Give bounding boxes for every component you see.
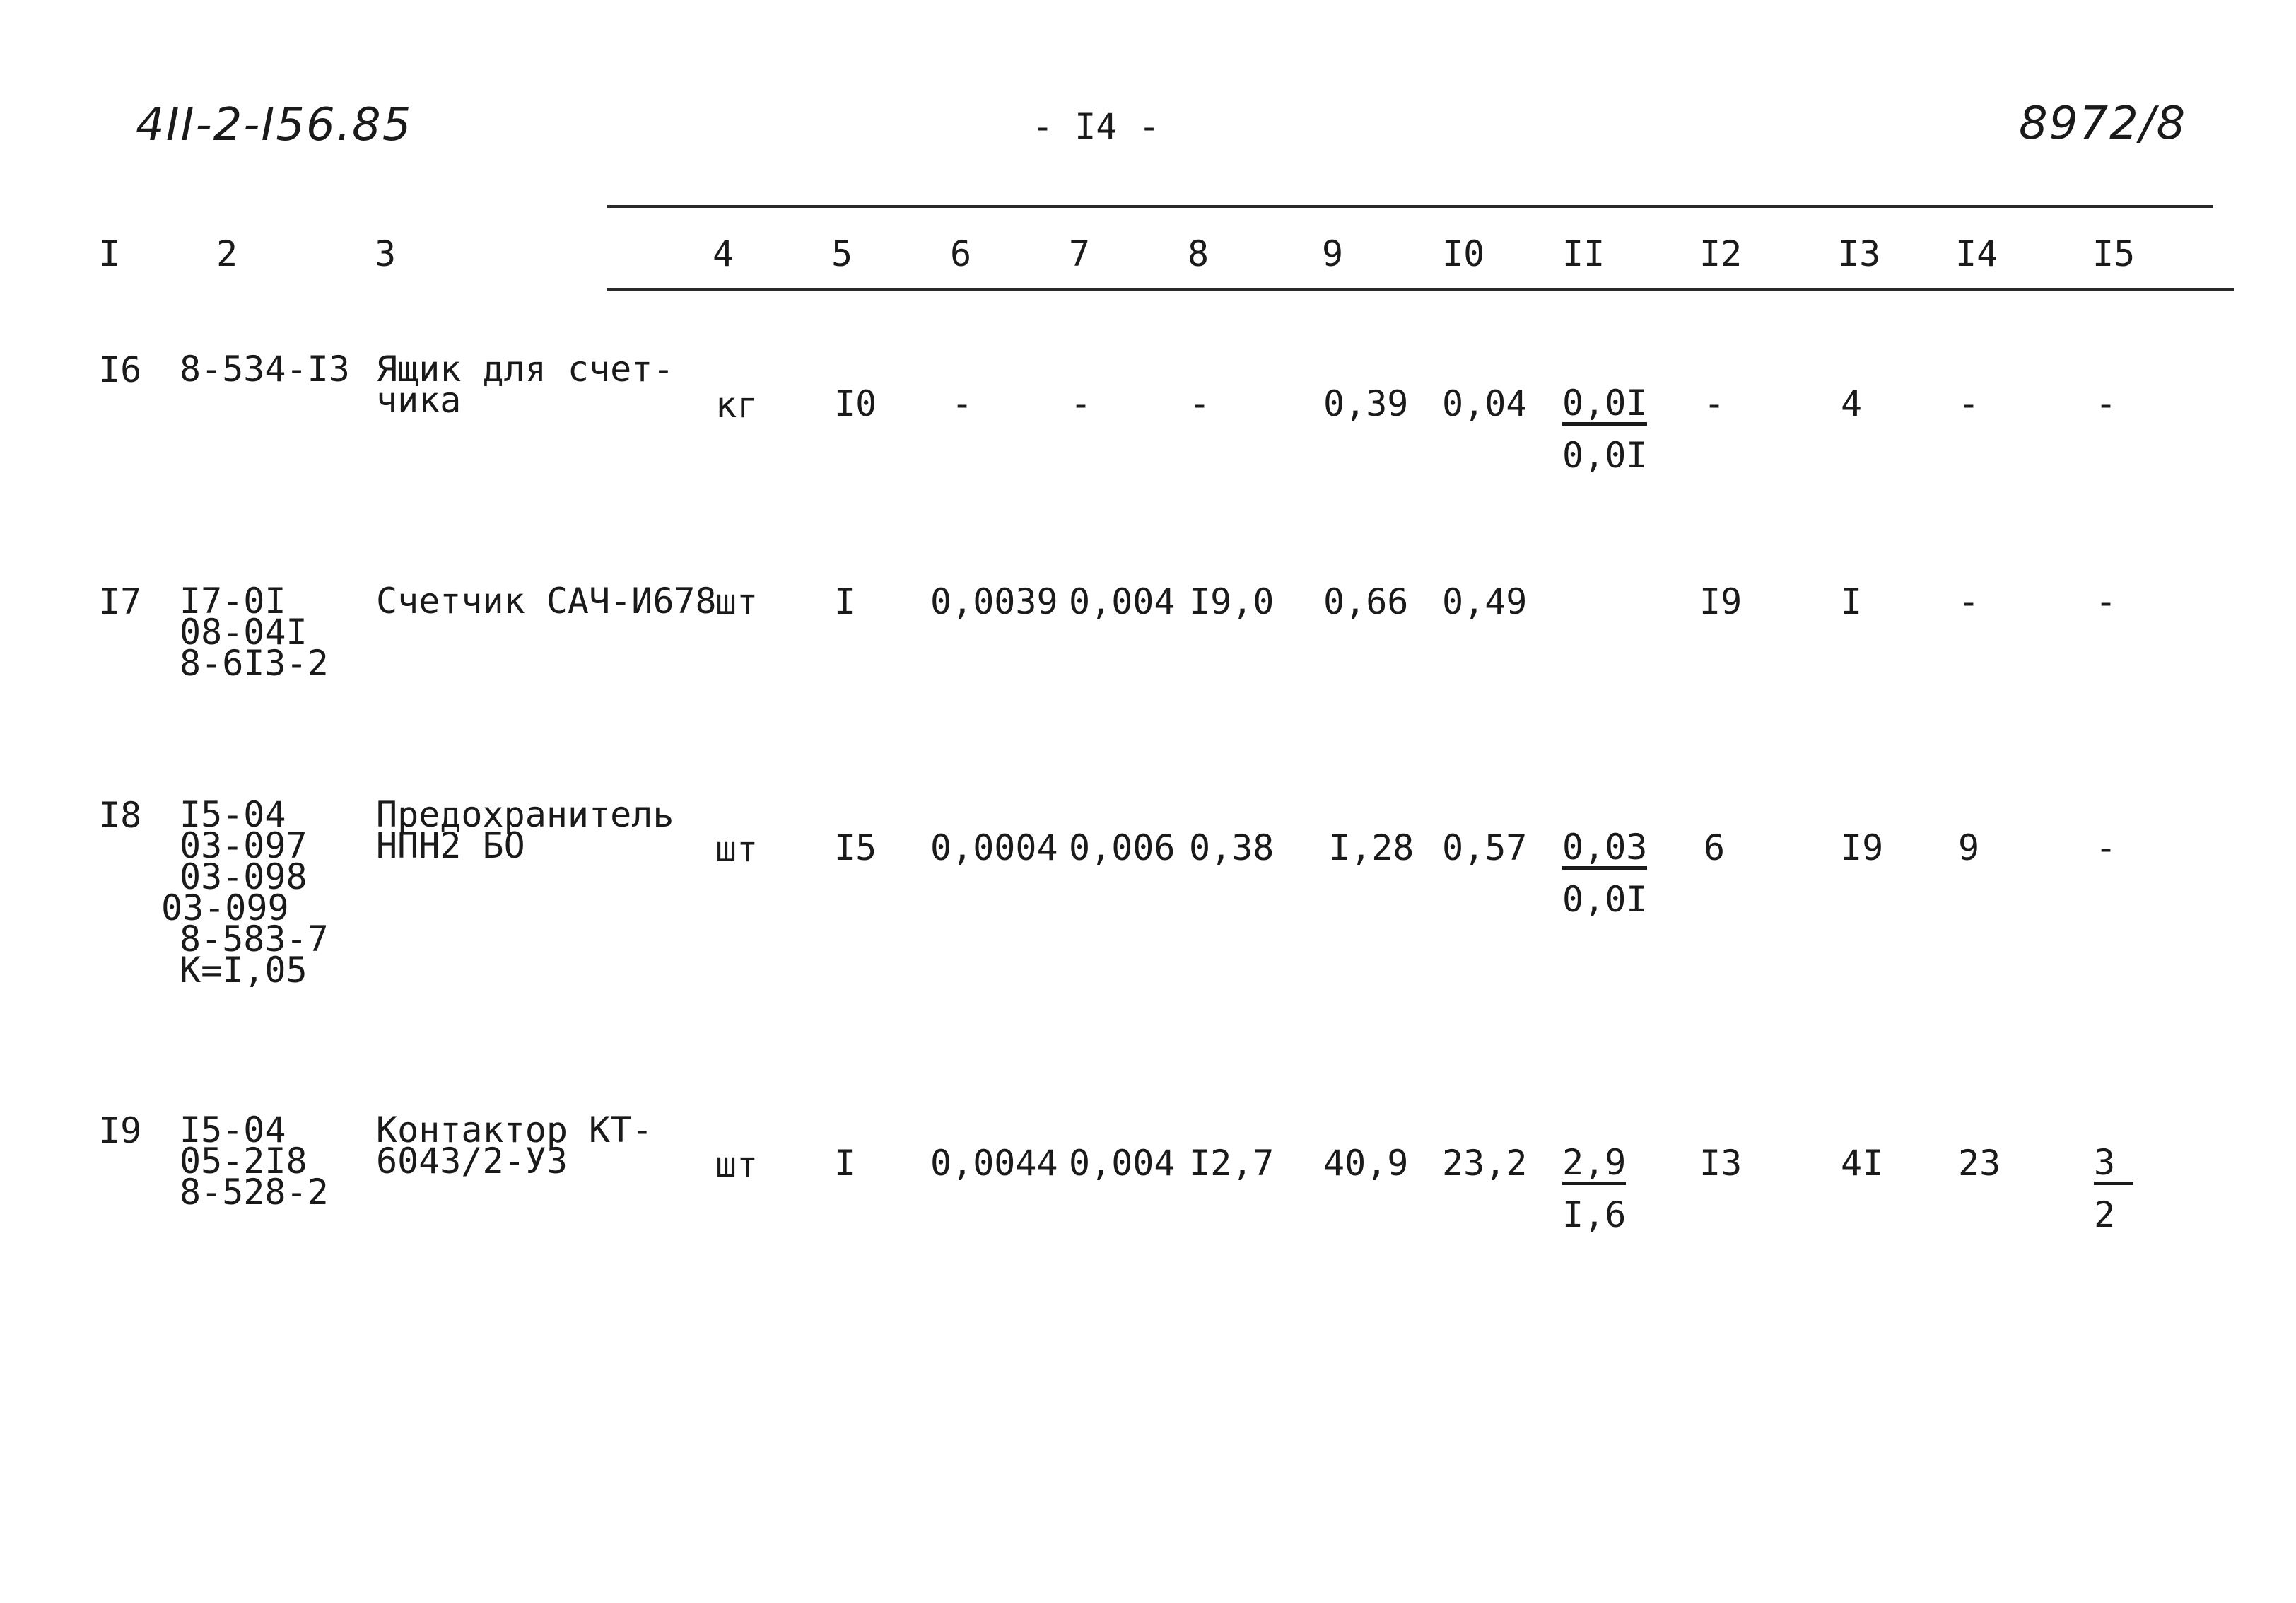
col6-value: 0,0039 [930, 581, 1058, 622]
sheet-reference: 8972/8 [2019, 98, 2187, 150]
col8-value: I2,7 [1189, 1143, 1275, 1184]
col-header-3: 3 [375, 233, 397, 274]
col15-value: - [2095, 581, 2117, 622]
item-name: Предохранитель НПН2 БО [376, 794, 674, 866]
col10-value: 23,2 [1442, 1143, 1528, 1184]
col-header-14: I4 [1955, 233, 1998, 274]
unit: кг [715, 385, 758, 426]
col12-value: - [1704, 383, 1726, 424]
document-code: 4II-2-I56.85 [136, 99, 413, 151]
col6-value: - [951, 383, 973, 424]
col10-value: 0,49 [1442, 581, 1528, 622]
col-header-11: II [1562, 233, 1605, 274]
row-number: I8 [99, 795, 142, 836]
col14-value: 9 [1958, 827, 1980, 868]
col10-value: 0,57 [1442, 827, 1528, 868]
col11-fraction: $\frac{2,9}{I,6}$ [1562, 1142, 1627, 1235]
col15-value: - [2095, 827, 2117, 868]
quantity: I5 [834, 827, 877, 868]
col13-value: I [1841, 581, 1863, 622]
col-header-15: I5 [2092, 233, 2136, 274]
item-name: Контактор КТ- 6043/2-УЗ [376, 1109, 653, 1182]
col14-value: - [1958, 581, 1980, 622]
row-number: I9 [99, 1110, 142, 1151]
col9-value: 40,9 [1323, 1143, 1409, 1184]
col7-value: - [1070, 383, 1092, 424]
col13-value: 4 [1841, 383, 1863, 424]
row-number: I7 [99, 581, 142, 622]
col-header-10: I0 [1442, 233, 1485, 274]
col7-value: 0,004 [1069, 581, 1176, 622]
col12-value: 6 [1704, 827, 1726, 868]
col14-value: 23 [1958, 1143, 2001, 1184]
price-codes: I5-04 05-2I8 8-528-2 [180, 1109, 329, 1213]
col-header-1: I [99, 233, 121, 274]
page-number: - I4 - [1032, 106, 1160, 147]
table-top-rule [607, 205, 2213, 208]
col12-value: I3 [1699, 1143, 1742, 1184]
col8-value: - [1189, 383, 1211, 424]
col12-value: I9 [1699, 581, 1742, 622]
col-header-5: 5 [831, 233, 853, 274]
col13-value: I9 [1841, 827, 1884, 868]
col11-fraction: $\frac{0,03}{0,0I}$ [1562, 827, 1648, 920]
col11-fraction: $\frac{0,0I}{0,0I}$ [1562, 383, 1648, 476]
col10-value: 0,04 [1442, 383, 1528, 424]
col7-value: 0,006 [1069, 827, 1176, 868]
row-number: I6 [99, 349, 142, 390]
col14-value: - [1958, 383, 1980, 424]
col-header-4: 4 [713, 233, 734, 274]
col6-value: 0,0004 [930, 827, 1058, 868]
col15-fraction: $\frac{3}{2}$ [2094, 1145, 2133, 1235]
quantity: I0 [834, 383, 877, 424]
unit: шт [715, 581, 758, 622]
quantity: I [834, 1143, 856, 1184]
col6-value: 0,0044 [930, 1143, 1058, 1184]
col15-value: - [2095, 383, 2117, 424]
col-header-6: 6 [950, 233, 972, 274]
quantity: I [834, 581, 856, 622]
col-header-8: 8 [1188, 233, 1210, 274]
col-header-7: 7 [1069, 233, 1091, 274]
table-header-rule [607, 288, 2234, 291]
item-name: Ящик для счет- чика [376, 349, 674, 421]
col9-value: 0,39 [1323, 383, 1409, 424]
col-header-12: I2 [1699, 233, 1742, 274]
price-codes: I5-04 03-097 03-098 03-099 8-583-7 К=I,05 [161, 794, 329, 991]
price-codes: 8-534-I3 [180, 349, 350, 390]
col-header-9: 9 [1322, 233, 1344, 274]
col-header-13: I3 [1838, 233, 1881, 274]
col9-value: I,28 [1329, 827, 1414, 868]
unit: шт [715, 1144, 758, 1185]
col8-value: I9,0 [1189, 581, 1275, 622]
col9-value: 0,66 [1323, 581, 1409, 622]
price-codes: I7-0I 08-04I 8-6I3-2 [180, 581, 329, 684]
col7-value: 0,004 [1069, 1143, 1176, 1184]
unit: шт [715, 829, 758, 870]
col8-value: 0,38 [1189, 827, 1275, 868]
col13-value: 4I [1841, 1143, 1884, 1184]
item-name: Счетчик САЧ-И678 [376, 581, 717, 622]
col-header-2: 2 [216, 233, 238, 274]
